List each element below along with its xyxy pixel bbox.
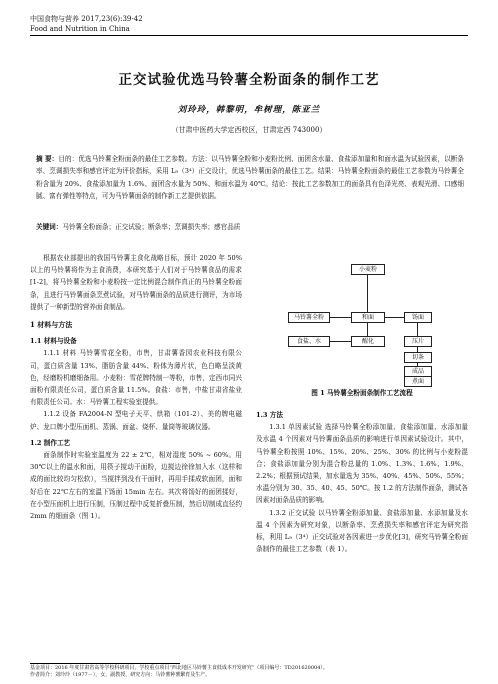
flow-arrow <box>367 322 368 336</box>
keywords-label: 关键词： <box>36 223 63 231</box>
flow-arrow <box>329 341 351 342</box>
journal-header <box>30 14 143 34</box>
figure-caption: 图 1 马铃薯全粉面条制作工艺流程 <box>311 389 413 397</box>
keywords <box>36 222 464 233</box>
abstract <box>36 153 464 202</box>
journal-english-name: Food and Nutrition in China <box>30 25 130 33</box>
affiliation: （甘肃中医药大学定西校区，甘肃定西 743000） <box>171 126 327 134</box>
equipment-paragraph: 1.1.2 设备 FA2004-N 型电子天平、烘箱（101-2）、美的牌电磁炉、龙口牌小型压面机、蒸锅、面盆、烧杯、量筒等玻璃仪器。 <box>30 410 242 431</box>
flow-arrow <box>367 274 368 312</box>
flow-box-wheat-flour: 小麦粉 <box>351 264 385 275</box>
paper-title: 正交试验优选马铃薯全粉面条的制作工艺 <box>118 72 380 88</box>
flow-box-product: 成品 <box>404 366 432 377</box>
subsection-heading-1-1: 1.1 材料与设备 <box>30 337 77 346</box>
author-bio-note: 作者简介：刘玲玲（1977－），女，副教授，研究方向：马铃薯种薯繁育及生产。 <box>30 672 211 678</box>
intro-paragraph: 根据农业部提出的我国马铃薯主食化战略目标，预计 2020 年 50% 以上的马铃薯将作为主食消费，本研究基于人们对于马铃薯食品的需求[1-2]，将马铃薯全粉和小麦粉按一定比例混合制作真正的马铃薯全粉面条，且进行马铃薯面条烹煮试验，对马铃薯面条的品质进行测评，为市场提供了一种新型的营养面食制品。 <box>30 254 242 311</box>
flow-box-cooking: 煮面 <box>404 376 432 387</box>
author-list: 刘玲玲，韩黎明，牟树理，陈亚兰 <box>177 105 321 115</box>
flow-box-maturing: 醒化 <box>351 336 385 347</box>
flow-arrow <box>384 317 404 318</box>
flow-chart <box>256 252 468 384</box>
orthogonal-paragraph: 1.3.2 正交试验 以马铃薯全粉添加量、食盐添加量、水添加量及水温 4 个因素为研究对象，以断条率、烹煮损失率和感官评定为研究指标，利用 L₉（3⁴）正交试验对各因素进一步优化[3]，研究马铃薯全粉面条制作的最佳工艺参数（表 1）。 <box>256 508 468 554</box>
flow-arrow <box>329 317 351 318</box>
flow-box-salt-water: 食盐、水 <box>288 336 330 347</box>
flow-box-resting: 饧面 <box>404 312 432 323</box>
flow-box-sheeting: 压片 <box>404 336 432 347</box>
single-factor-paragraph: 1.3.1 单因素试验 选择马铃薯全粉添加量、食盐添加量、水添加量及水温 4 个因素对马铃薯面条品质的影响进行单因素试验设计。其中，马铃薯全粉按照 10%、15%、20%、25%、30% 的比例与小麦粉混合；食盐添加量分别为混合粉总量的 1.0%、1.3%、1.6%、1.9%、2.2%；根据预试结果，加水量选为 35%、40%、45%、50%、55%；水温分别为 30、35、40、45、50℃。按 1.2 的方法制作面条，测试各因素对面条品质的影响。 <box>256 423 468 505</box>
materials-paragraph: 1.1.1 材料 马铃薯雪花全粉，市售，甘肃薯香园农业科技有限公司，蛋白质含量 13%、脂肪含量 44%、粉体为薄片状，色白略呈淡黄色，经磨粉机磨细备用。小麦粉：雪花牌特制一等粉，市售，定西市同兴面粉有限责任公司，蛋白质含量 11.5%。食盐：市售，中盐甘肃省盐业有限责任公司。水：马铃薯工程实验室提供。 <box>30 349 242 407</box>
journal-citation: 中国食物与营养 2017,23(6):39-42 <box>30 15 143 23</box>
right-column <box>256 405 468 555</box>
left-column <box>30 252 242 522</box>
section-heading-1: 1 材料与方法 <box>30 320 73 330</box>
abstract-label: 摘 要： <box>36 155 59 163</box>
flow-box-potato-flour: 马铃薯全粉 <box>288 312 330 323</box>
flow-arrow <box>417 322 418 336</box>
abstract-text: 目的：优选马铃薯全粉面条的最佳工艺参数。方法：以马铃薯全粉和小麦粉比例、面团含水量、食盐添加量和和面水温为试验因素，以断条率、烹调损失率和感官评定为评价指标，采用 L₉（3⁴）正交设计，优选马铃薯面条的最佳工艺。结果：马铃薯全粉面条的最佳工艺参数为马铃薯全粉含量为 20%、食盐添加量为 1.6%、面团含水量为 50%、和面水温为 40℃。结论：按此工艺参数加工的面条具有色泽光亮、表观光滑、口感细腻、富有弹性等特点，可为马铃薯面条的制作新工艺提供依据。 <box>36 155 465 200</box>
process-paragraph: 面条制作时实验室温度为 22 ± 2℃，相对湿度 50% ~ 60%。用 30℃以上的温水和面，用筷子搅动干面粉，边搅边徐徐加入水（这样和成的面比较均匀松软），当搅拌到没有干面时，再用手揉成软面团，面和好后在 22℃左右的室温下饧面 15min 左右。其次将饧好的面团揉好，在小型压面机上进行压制，压制过程中反复折叠压制，然后切制成直径约 2mm 的细面条（图 1）。 <box>30 451 242 521</box>
subsection-heading-1-3: 1.3 方法 <box>256 411 283 419</box>
funding-note: 基金项目：2016 年度甘肃省高等学校科研项目，学校重点项目“西北地区马铃薯主食低成本开发研究”（项目编号：TD201620004）。 <box>30 665 328 671</box>
keywords-text: 马铃薯全粉面条；正交试验；断条率；烹调损失率；感官品质 <box>62 223 241 231</box>
footnote-rule <box>30 663 180 664</box>
flow-box-mixing: 和面 <box>351 312 385 323</box>
footnote <box>30 665 470 679</box>
subsection-heading-1-2: 1.2 制作工艺 <box>30 438 71 447</box>
flow-box-cutting: 切条 <box>404 352 432 363</box>
header-rule <box>30 35 468 36</box>
